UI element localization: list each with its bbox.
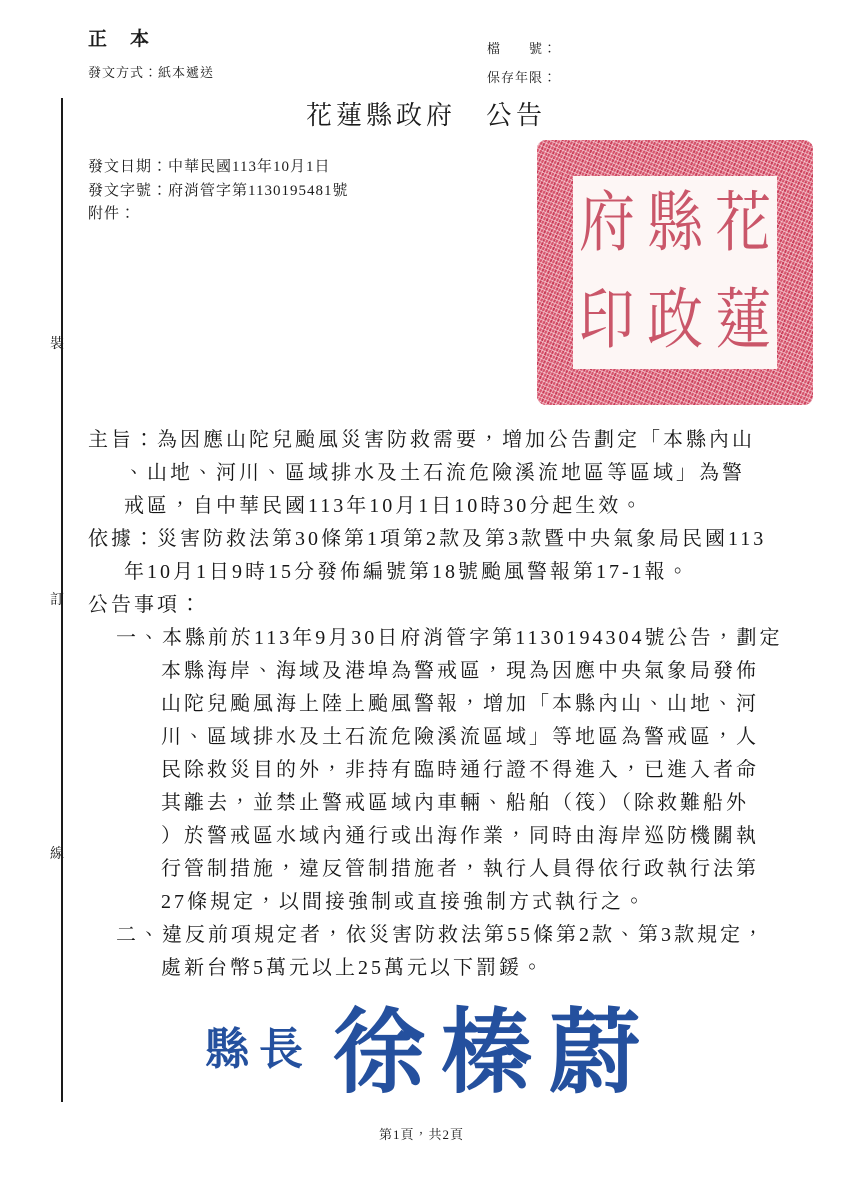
text-line: ）於警戒區水域內通行或出海作業，同時由海岸巡防機關執: [161, 825, 759, 847]
binding-mark-zhuang: 裝: [50, 337, 64, 352]
signature-title: 縣長: [205, 1025, 313, 1074]
text-line: 主旨：為因應山陀兒颱風災害防救需要，增加公告劃定「本縣內山: [88, 429, 755, 451]
page-footer: 第1頁，共2頁: [378, 1127, 464, 1142]
seal-glyph: 花: [715, 187, 771, 261]
official-seal: [537, 140, 813, 405]
text-line: 本縣海岸、海域及港埠為警戒區，現為因應中央氣象局發佈: [161, 660, 759, 682]
basis-paragraph: [88, 523, 838, 589]
seal-glyph: 府: [579, 187, 635, 261]
text-line: 其離去，並禁止警戒區域內車輛、船舶（筏）（除救難船外: [161, 792, 749, 814]
file-number-label: 檔 號：: [487, 41, 558, 56]
announcement-items-heading: 公告事項：: [88, 594, 203, 616]
signature-block: [205, 983, 657, 1107]
official-seal-inner: [573, 176, 777, 369]
seal-glyph: 政: [647, 284, 703, 358]
text-line: 山陀兒颱風海上陸上颱風警報，增加「本縣內山、山地、河: [161, 693, 759, 715]
attachment-label: 附件：: [88, 206, 137, 222]
document-number: 發文字號：府消管字第1130195481號: [88, 182, 349, 199]
issue-date: 發文日期：中華民國113年10月1日: [88, 159, 331, 175]
seal-glyph: 縣: [647, 187, 703, 261]
text-line: 川、區域排水及土石流危險溪流區域」等地區為警戒區，人: [161, 726, 759, 748]
delivery-method-label: 發文方式：紙本遞送: [88, 65, 215, 80]
announcement-item-1: [116, 622, 838, 919]
text-line: 、山地、河川、區域排水及土石流危險溪流地區等區域」為警: [124, 462, 745, 484]
text-line: 處新台幣5萬元以上25萬元以下罰鍰。: [161, 957, 545, 979]
text-line: 行管制措施，違反管制措施者，執行人員得依行政執行法第: [161, 858, 759, 880]
announcement-item-2: [116, 919, 838, 985]
text-line: 一、本縣前於113年9月30日府消管字第1130194304號公告，劃定: [116, 627, 783, 649]
text-line: 民除救災目的外，非持有臨時通行證不得進入，已進入者命: [161, 759, 759, 781]
text-line: 27條規定，以間接強制或直接強制方式執行之。: [161, 891, 647, 913]
seal-glyph: 印: [579, 284, 635, 358]
document-meta: [88, 156, 348, 227]
announcement-body: [88, 424, 838, 985]
text-line: 年10月1日9時15分發佈編號第18號颱風警報第17-1報。: [124, 561, 691, 583]
retention-period-label: 保存年限：: [487, 70, 558, 85]
document-title: 花蓮縣政府 公告: [306, 101, 547, 130]
seal-glyph: 蓮: [715, 284, 771, 358]
text-line: 二、違反前項規定者，依災害防救法第55條第2款、第3款規定，: [116, 924, 766, 946]
signature-name: 徐榛蔚: [333, 1002, 658, 1104]
binding-mark-ding: 訂: [50, 593, 64, 608]
copy-type-label: 正 本: [88, 29, 152, 50]
text-line: 戒區，自中華民國113年10月1日10時30分起生效。: [124, 495, 645, 517]
text-line: 依據：災害防救法第30條第1項第2款及第3款暨中央氣象局民國113: [88, 528, 767, 550]
subject-paragraph: [88, 424, 838, 523]
binding-mark-xian: 線: [50, 847, 64, 862]
